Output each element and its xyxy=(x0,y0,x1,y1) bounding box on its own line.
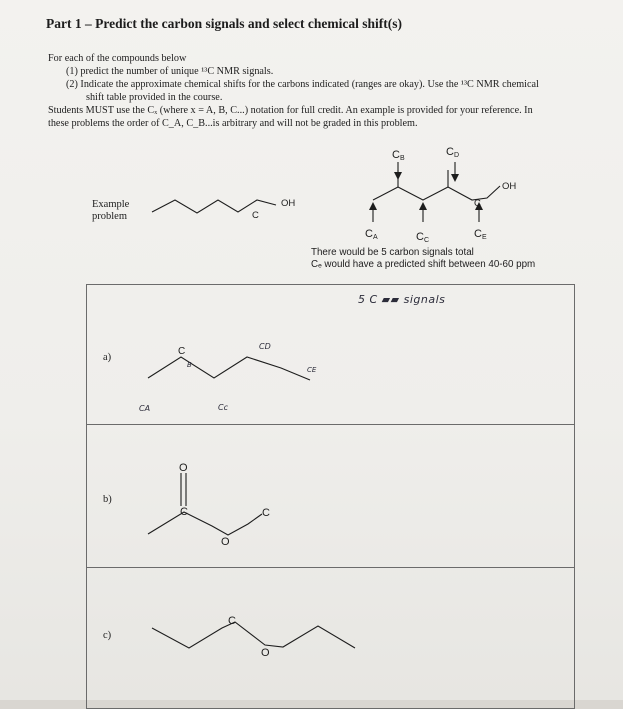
handwritten-cc: Cc xyxy=(218,403,228,412)
molecule-b-c-carbonyl: C xyxy=(180,506,188,518)
handwritten-ce: CE xyxy=(307,366,317,374)
example-label-cont: problem xyxy=(92,211,127,222)
problem-a-label: a) xyxy=(103,352,112,363)
handwritten-b: B xyxy=(187,361,192,369)
example-total-signals: There would be 5 carbon signals total xyxy=(311,247,474,258)
instruction-item-2-cont: shift table provided in the course. xyxy=(86,92,223,103)
molecule-b-o-ester: O xyxy=(221,536,230,548)
molecule-c-c: C xyxy=(228,615,236,627)
example-cb-label: CB xyxy=(392,149,405,162)
molecule-a-c: C xyxy=(178,346,186,357)
instruction-item-2: (2) Indicate the approximate chemical shifts for the carbons indicated (ranges are okay). Use the ¹³C NMR chemical xyxy=(66,79,539,90)
example-right-oh: OH xyxy=(502,181,517,192)
handwritten-cd: CD xyxy=(259,342,271,351)
example-ca-label: CA xyxy=(365,228,378,241)
example-cc-label: CC xyxy=(416,231,430,244)
molecule-b-chain xyxy=(148,512,262,535)
students-note-cont: these problems the order of C_A, C_B...is arbitrary and will not be graded in this problem. xyxy=(48,118,418,129)
example-left-oh: OH xyxy=(281,198,296,209)
handwritten-answer: 5 C ▰▰ signals xyxy=(358,293,446,306)
molecule-a-chain xyxy=(148,357,310,380)
instructions-intro: For each of the compounds below xyxy=(48,53,187,64)
molecule-c-o: O xyxy=(261,647,270,659)
example-cd-label: CD xyxy=(446,146,460,159)
problem-b-label: b) xyxy=(103,494,112,505)
students-note: Students MUST use the Cₓ (where x = A, B, C...) notation for full credit. An example is provided for your reference. In xyxy=(48,105,533,116)
example-right-chain xyxy=(373,186,500,200)
example-right-c: C xyxy=(474,198,481,209)
molecule-b-c-end: C xyxy=(262,507,270,519)
molecule-b-o-top: O xyxy=(179,462,188,474)
example-label: Example xyxy=(92,199,130,210)
page-title: Part 1 – Predict the carbon signals and select chemical shift(s) xyxy=(46,16,402,31)
example-left-c: C xyxy=(252,210,259,221)
instruction-item-1: (1) predict the number of unique ¹³C NMR signals. xyxy=(66,66,274,77)
molecule-c-chain xyxy=(152,622,355,648)
example-ce-label: CE xyxy=(474,228,487,241)
problem-c-label: c) xyxy=(103,630,112,641)
handwritten-ca: CA xyxy=(139,404,151,413)
example-shift-note: Cₑ would have a predicted shift between 40-60 ppm xyxy=(311,259,536,270)
